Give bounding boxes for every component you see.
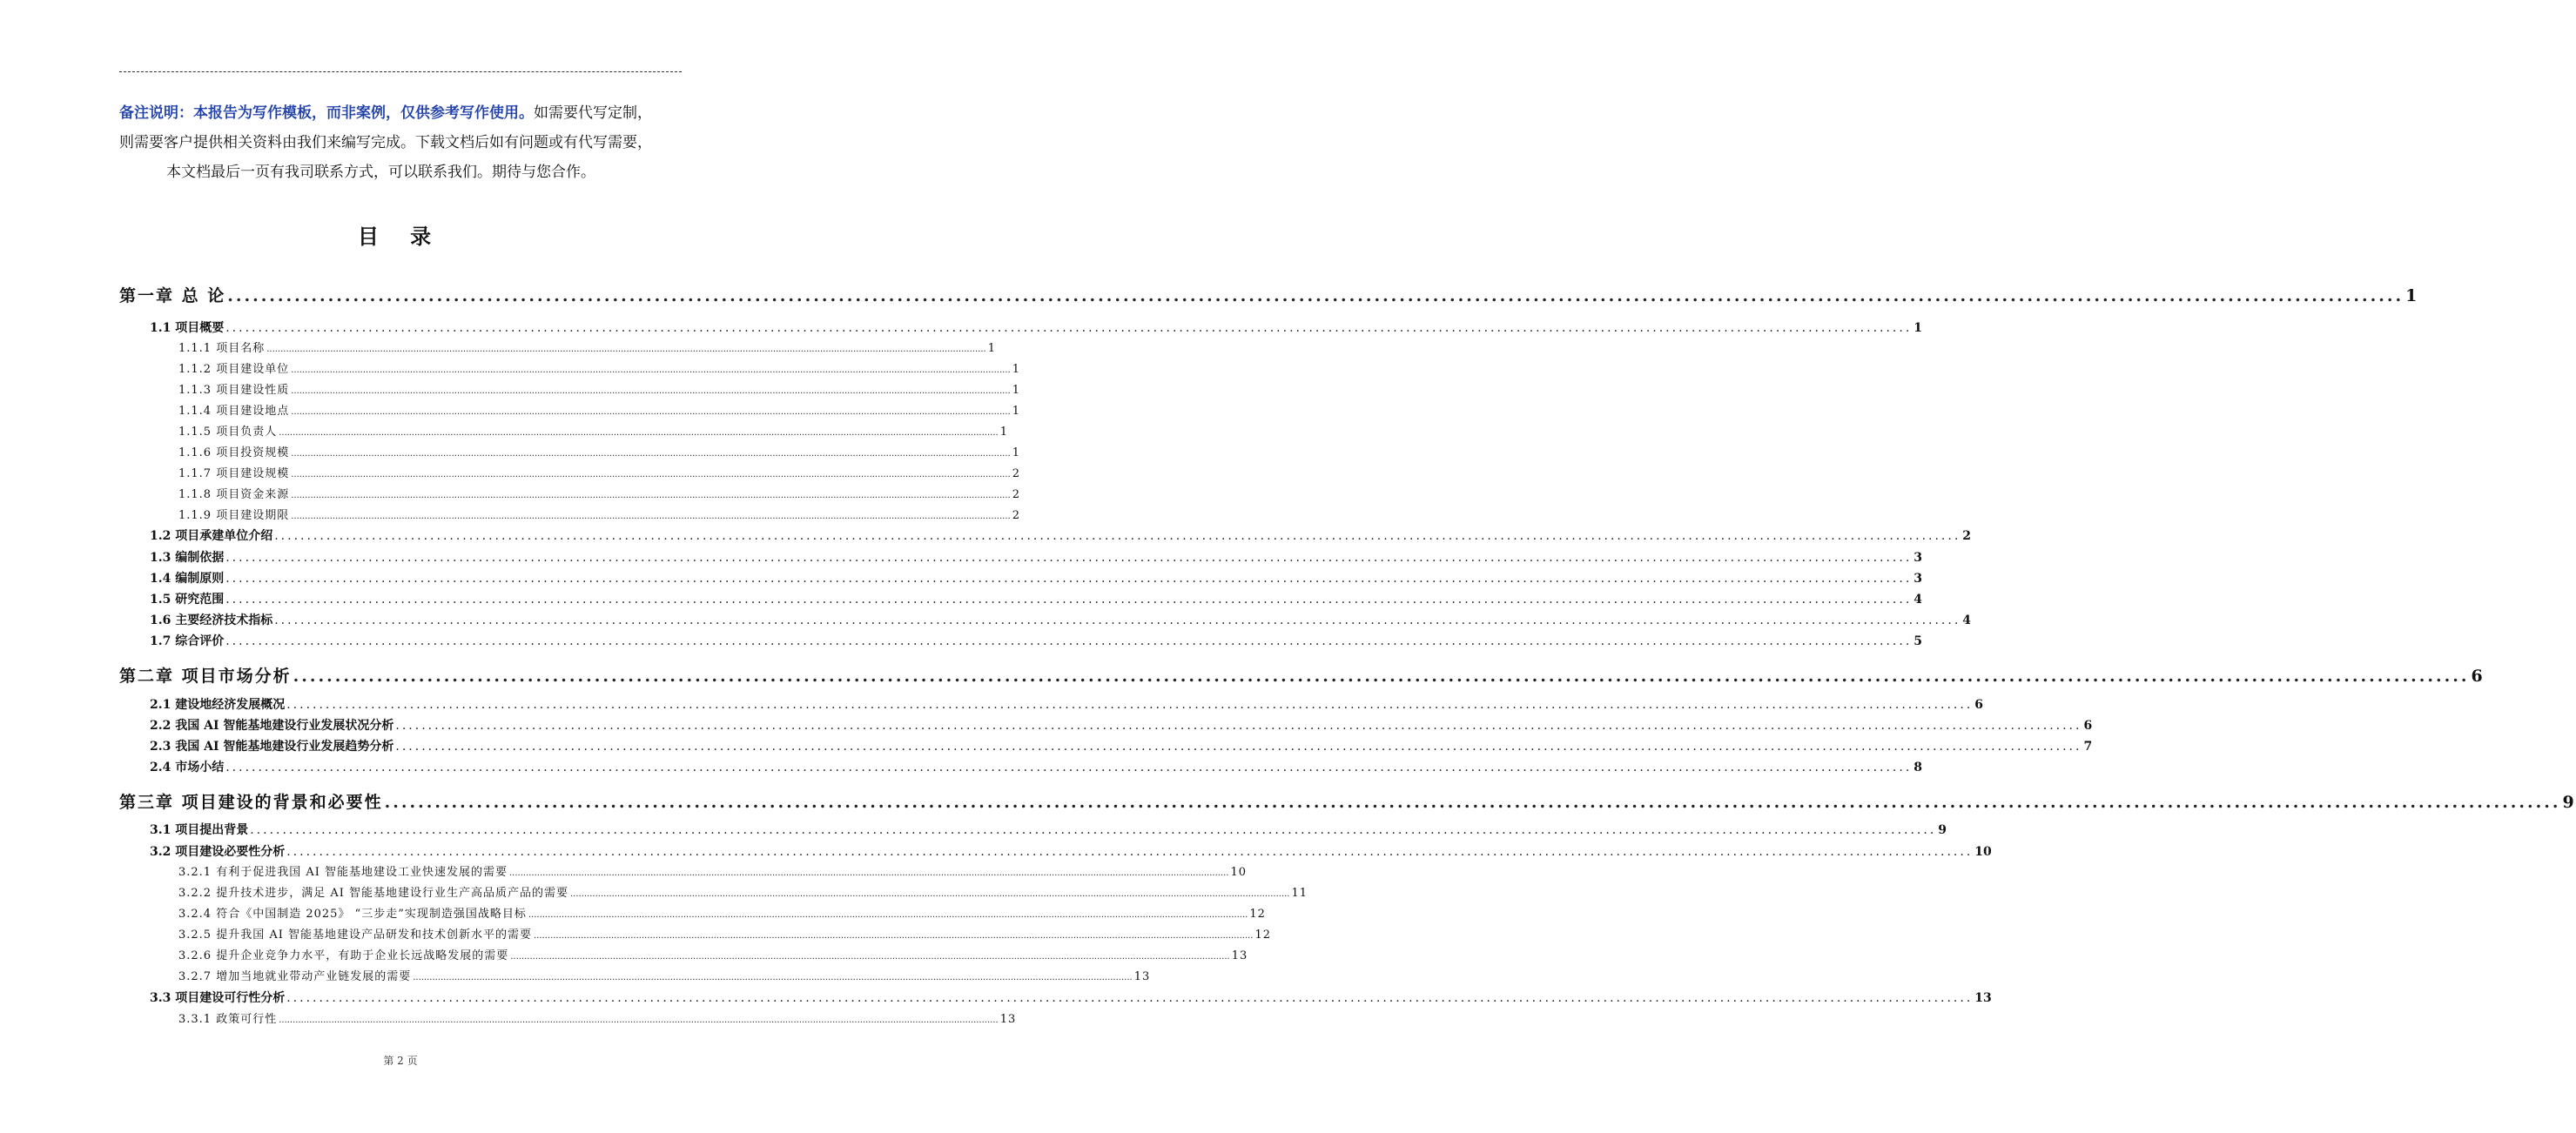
toc-entry-page: 1 xyxy=(1012,405,1020,418)
toc-entry-page: 13 xyxy=(999,1013,1017,1026)
toc-entry[interactable] xyxy=(150,548,1923,566)
toc-entry[interactable] xyxy=(178,380,1020,397)
toc-entry-page: 1 xyxy=(2405,286,2419,305)
toc-entry-page: 2 xyxy=(1962,529,1972,543)
toc-entry[interactable] xyxy=(119,789,2576,813)
toc-leader-dots: .................................................................................................................................................................................................................................................................... xyxy=(279,428,999,438)
toc-leader-dots: .................................................................................................................................................................................................................................................................... xyxy=(274,613,1961,627)
toc-entry[interactable] xyxy=(178,401,1020,418)
toc-entry-label: 2.1 建设地经济发展概况 xyxy=(150,698,286,712)
note-line-2: 则需要客户提供相关资料由我们来编写完成。下载文档后如有问题或有代写需要， xyxy=(119,134,652,151)
toc-entry[interactable] xyxy=(178,339,996,355)
toc-entry[interactable] xyxy=(150,821,1947,838)
toc-entry-label: 2.2 我国 AI 智能基地建设行业发展状况分析 xyxy=(150,719,394,733)
toc-entry-label: 1.1.4 项目建设地点 xyxy=(178,405,290,418)
toc-entry-page: 8 xyxy=(1914,761,1923,774)
toc-entry-page: 6 xyxy=(2083,719,2093,733)
toc-leader-dots: .................................................................................................................................................................................................................................................................... xyxy=(291,407,1011,417)
toc-leader-dots: .................................................................................................................................................................................................................................................................... xyxy=(225,572,1913,586)
toc-entry-page: 9 xyxy=(2562,793,2576,812)
toc-entry[interactable] xyxy=(150,318,1923,336)
toc-entry[interactable] xyxy=(150,716,2093,734)
toc-entry-page: 6 xyxy=(2471,667,2485,686)
toc-entry-label: 1.1.3 项目建设性质 xyxy=(178,384,290,397)
toc-entry-page: 2 xyxy=(1012,488,1020,501)
toc-entry[interactable] xyxy=(150,737,2093,754)
toc-leader-dots: .................................................................................................................................................................................................................................................................... xyxy=(225,551,1913,565)
toc-entry[interactable] xyxy=(150,632,1923,649)
toc-leader-dots: .................................................................................................................................................................................................................................................................... xyxy=(395,740,2082,754)
toc-leader-dots: .................................................................................................................................................................................................................................................................... xyxy=(291,470,1011,479)
note-line-3: 本文档最后一页有我司联系方式，可以联系我们。期待与您合作。 xyxy=(166,164,595,181)
toc-entry-label: 1.1.7 项目建设规模 xyxy=(178,467,290,480)
toc-entry-label: 3.2.4 符合《中国制造 2025》 “三步走”实现制造强国战略目标 xyxy=(178,908,527,921)
toc-leader-dots: .................................................................................................................................................................................................................................................................... xyxy=(286,845,1974,859)
toc-entry[interactable] xyxy=(150,989,1992,1006)
toc-entry-label: 第一章 总 论 xyxy=(119,286,226,305)
toc-entry[interactable] xyxy=(150,758,1923,775)
toc-entry-label: 第三章 项目建设的背景和必要性 xyxy=(119,793,383,812)
toc-entry-label: 3.3.1 政策可行性 xyxy=(178,1013,278,1026)
toc-entry-page: 7 xyxy=(2083,740,2093,754)
toc-leader-dots: .................................................................................................................................................................................................................................................................... xyxy=(534,931,1254,941)
toc-leader-dots: .................................................................................................................................................................................................................................................................... xyxy=(286,991,1974,1005)
toc-entry-label: 1.7 综合评价 xyxy=(150,634,225,648)
toc-entry-label: 3.3 项目建设可行性分析 xyxy=(150,991,286,1005)
toc-entry-label: 3.2 项目建设必要性分析 xyxy=(150,845,286,859)
toc-entry[interactable] xyxy=(178,967,1151,983)
toc-entry-page: 3 xyxy=(1914,572,1923,586)
toc-entry-page: 1 xyxy=(1012,363,1020,376)
toc-entry-label: 1.3 编制依据 xyxy=(150,551,225,565)
toc-entry[interactable] xyxy=(178,925,1272,942)
page-footer: 第 2 页 xyxy=(383,1055,418,1067)
toc-leader-dots: .................................................................................................................................................................................................................................................................... xyxy=(291,512,1011,521)
toc-entry-page: 1 xyxy=(999,426,1008,439)
toc-entry-label: 2.3 我国 AI 智能基地建设行业发展趋势分析 xyxy=(150,740,394,754)
toc-entry-page: 3 xyxy=(1914,551,1923,565)
toc-entry[interactable] xyxy=(178,485,1020,501)
toc-title: 目 录 xyxy=(357,224,444,249)
toc-entry-label: 1.1.1 项目名称 xyxy=(178,342,266,355)
toc-entry[interactable] xyxy=(178,862,1248,879)
toc-entry-label: 3.2.6 提升企业竞争力水平，有助于企业长远战略发展的需要 xyxy=(178,949,509,962)
toc-entry[interactable] xyxy=(178,904,1266,921)
toc-leader-dots: .................................................................................................................................................................................................................................................................... xyxy=(225,761,1913,774)
toc-entry[interactable] xyxy=(150,590,1923,607)
toc-entry-page: 1 xyxy=(1012,384,1020,397)
note-highlight: 备注说明：本报告为写作模板，而非案例，仅供参考写作使用。 xyxy=(119,104,534,122)
toc-entry-label: 1.1.2 项目建设单位 xyxy=(178,363,290,376)
toc-entry-page: 13 xyxy=(1133,970,1151,983)
note-line-1 xyxy=(119,98,685,128)
toc-entry-page: 10 xyxy=(1974,845,1992,859)
toc-entry[interactable] xyxy=(119,663,2485,687)
toc-leader-dots: .................................................................................................................................................................................................................................................................... xyxy=(274,529,1961,543)
toc-leader-dots: .................................................................................................................................................................................................................................................................... xyxy=(286,698,1974,712)
toc-entry-page: 2 xyxy=(1012,509,1020,522)
toc-leader-dots: .................................................................................................................................................................................................................................................................... xyxy=(509,868,1229,878)
toc-leader-dots: .................................................................................................................................................................................................................................................................... xyxy=(293,667,2470,686)
toc-entry[interactable] xyxy=(178,464,1020,480)
toc-entry[interactable] xyxy=(150,842,1992,860)
toc-entry-label: 3.2.5 提升我国 AI 智能基地建设产品研发和技术创新水平的需要 xyxy=(178,929,532,942)
toc-entry[interactable] xyxy=(178,506,1020,522)
toc-entry-page: 12 xyxy=(1249,908,1266,921)
toc-entry-label: 3.2.1 有利于促进我国 AI 智能基地建设工业快速发展的需要 xyxy=(178,866,508,879)
toc-leader-dots: .................................................................................................................................................................................................................................................................... xyxy=(384,793,2561,812)
toc-leader-dots: .................................................................................................................................................................................................................................................................... xyxy=(225,593,1913,607)
toc-entry[interactable] xyxy=(150,611,1972,628)
toc-entry-page: 2 xyxy=(1012,467,1020,480)
toc-leader-dots: .................................................................................................................................................................................................................................................................... xyxy=(279,1016,999,1025)
toc-entry-label: 1.6 主要经济技术指标 xyxy=(150,613,273,627)
toc-entry-label: 3.2.2 提升技术进步，满足 AI 智能基地建设行业生产高品质产品的需要 xyxy=(178,887,568,900)
toc-leader-dots: .................................................................................................................................................................................................................................................................... xyxy=(413,973,1133,982)
toc-entry-label: 1.1 项目概要 xyxy=(150,321,225,335)
disclaimer-note xyxy=(119,98,685,187)
toc-leader-dots: .................................................................................................................................................................................................................................................................... xyxy=(291,491,1011,500)
toc-entry-label: 1.5 研究范围 xyxy=(150,593,225,607)
header-rule xyxy=(119,71,682,72)
toc-leader-dots: .................................................................................................................................................................................................................................................................... xyxy=(570,889,1290,899)
toc-entry[interactable] xyxy=(178,359,1020,376)
toc-leader-dots: .................................................................................................................................................................................................................................................................... xyxy=(225,634,1913,648)
toc-entry[interactable] xyxy=(119,283,2419,306)
toc-leader-dots: .................................................................................................................................................................................................................................................................... xyxy=(291,386,1011,396)
toc-entry[interactable] xyxy=(178,946,1248,962)
toc-entry-page: 12 xyxy=(1254,929,1272,942)
toc-entry[interactable] xyxy=(150,695,1984,713)
toc-leader-dots: .................................................................................................................................................................................................................................................................... xyxy=(227,286,2404,305)
toc-entry-page: 10 xyxy=(1230,866,1248,879)
toc-entry-page: 5 xyxy=(1914,634,1923,648)
toc-entry[interactable] xyxy=(178,1009,1017,1026)
toc-entry-label: 3.1 项目提出背景 xyxy=(150,823,249,837)
toc-entry-label: 1.1.5 项目负责人 xyxy=(178,426,278,439)
toc-entry[interactable] xyxy=(178,443,1020,459)
toc-leader-dots: .................................................................................................................................................................................................................................................................... xyxy=(266,345,986,354)
toc-entry-label: 2.4 市场小结 xyxy=(150,761,225,774)
toc-entry-page: 4 xyxy=(1914,593,1923,607)
note-line-1-rest: 如需要代写定制， xyxy=(534,104,652,122)
toc-leader-dots: .................................................................................................................................................................................................................................................................... xyxy=(510,952,1230,962)
toc-leader-dots: .................................................................................................................................................................................................................................................................... xyxy=(250,823,1937,837)
toc-entry-label: 1.4 编制原则 xyxy=(150,572,225,586)
toc-entry-page: 6 xyxy=(1974,698,1984,712)
toc-entry-page: 4 xyxy=(1962,613,1972,627)
toc-entry-page: 11 xyxy=(1291,887,1308,900)
toc-entry-label: 3.2.7 增加当地就业带动产业链发展的需要 xyxy=(178,970,412,983)
toc-entry-label: 1.1.8 项目资金来源 xyxy=(178,488,290,501)
toc-entry-label: 1.1.6 项目投资规模 xyxy=(178,446,290,459)
toc-entry-page: 1 xyxy=(1012,446,1020,459)
toc-leader-dots: .................................................................................................................................................................................................................................................................... xyxy=(395,719,2082,733)
toc-entry[interactable] xyxy=(178,883,1308,900)
toc-leader-dots: .................................................................................................................................................................................................................................................................... xyxy=(291,365,1011,375)
toc-entry-page: 13 xyxy=(1231,949,1248,962)
toc-entry-page: 9 xyxy=(1938,823,1947,837)
toc-entry[interactable] xyxy=(178,422,1008,439)
toc-entry-label: 第二章 项目市场分析 xyxy=(119,667,292,686)
toc-entry-page: 13 xyxy=(1974,991,1992,1005)
toc-entry-page: 1 xyxy=(987,342,996,355)
toc-entry-page: 1 xyxy=(1914,321,1923,335)
toc-leader-dots: .................................................................................................................................................................................................................................................................... xyxy=(528,910,1248,920)
toc-leader-dots: .................................................................................................................................................................................................................................................................... xyxy=(291,449,1011,459)
toc-entry[interactable] xyxy=(150,569,1923,587)
toc-entry-label: 1.1.9 项目建设期限 xyxy=(178,509,290,522)
toc-entry-label: 1.2 项目承建单位介绍 xyxy=(150,529,273,543)
toc-leader-dots: .................................................................................................................................................................................................................................................................... xyxy=(225,321,1913,335)
toc-entry[interactable] xyxy=(150,526,1972,544)
